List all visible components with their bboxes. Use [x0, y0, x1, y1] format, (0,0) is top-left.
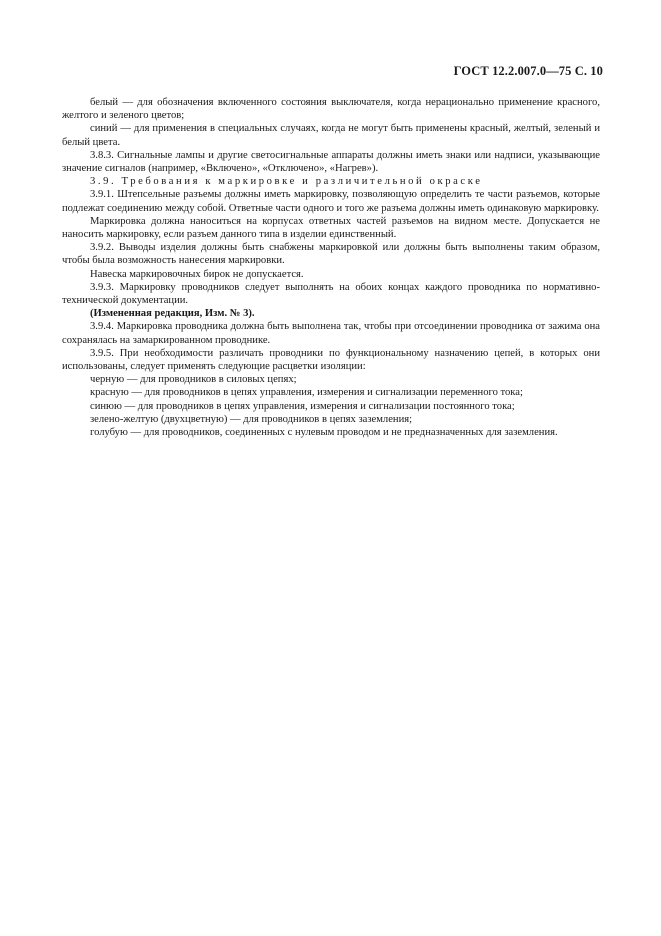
paragraph-3-9-5: 3.9.5. При необходимости различать проводники по функциональному назначению цепей, в которых они использованы, следует применять следующие расцветки изоляции:: [62, 347, 600, 373]
paragraph-3-9-1: 3.9.1. Штепсельные разъемы должны иметь маркировку, позволяющую определить те части разъемов, которые подлежат соединению между собой. Ответные части одного и того же разъема должны иметь одинаковую маркировку.: [62, 189, 600, 214]
color-item-light-blue: голубую — для проводников, соединенных с нулевым проводом и не предназначенных для заземления.: [90, 427, 558, 439]
document-body: [62, 96, 600, 439]
color-item-green-yellow: зелено-желтую (двухцветную) — для проводников в цепях заземления;: [90, 413, 413, 425]
page-header: ГОСТ 12.2.007.0—75 С. 10: [453, 64, 603, 78]
paragraph-3-9-2: 3.9.2. Выводы изделия должны быть снабжены маркировкой или должны быть выполнены таким образом, чтобы была возможность нанесения маркировки.: [62, 242, 600, 267]
paragraph-marking-location: Маркировка должна наноситься на корпусах ответных частей разъемов на видном месте. Допускается не наносить маркировку, если разъем данного типа в изделии единственный.: [62, 215, 600, 241]
amendment-note: (Измененная редакция, Изм. № 3).: [90, 308, 255, 320]
color-item-black: черную — для проводников в силовых цепях;: [90, 374, 297, 386]
paragraph-blue: синий — для применения в специальных случаях, когда не могут быть применены красный, желтый, зеленый и белый цвета.: [62, 123, 600, 148]
paragraph-tags: Навеска маркировочных бирок не допускается.: [90, 268, 304, 280]
color-item-blue: синюю — для проводников в цепях управления, измерения и сигнализации постоянного тока;: [90, 400, 515, 412]
paragraph-3-9-4: 3.9.4. Маркировка проводника должна быть выполнена так, чтобы при отсоединении проводника от зажима она сохранялась на замаркированном проводнике.: [62, 321, 600, 346]
paragraph-3-9-3: 3.9.3. Маркировку проводников следует выполнять на обоих концах каждого проводника по нормативно-технической документации.: [62, 281, 600, 307]
paragraph-white: белый — для обозначения включенного состояния выключателя, когда нерационально применение красного, желтого и зеленого цветов;: [62, 97, 600, 122]
paragraph-3-8-3: 3.8.3. Сигнальные лампы и другие светосигнальные аппараты должны иметь знаки или надписи, указывающие значение сигналов (например, «Включено», «Отключено», «Нагрев»).: [62, 149, 600, 175]
color-item-red: красную — для проводников в цепях управления, измерения и сигнализации переменного тока;: [90, 387, 523, 399]
section-heading-3-9: 3.9. Требования к маркировке и различительной окраске: [90, 176, 483, 188]
